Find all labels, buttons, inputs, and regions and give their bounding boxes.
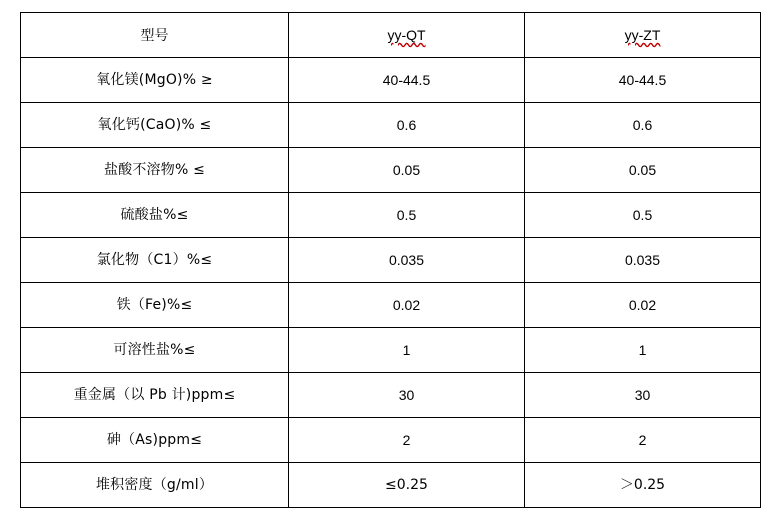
row-value-zt: 0.035	[525, 238, 761, 283]
row-value-qt: 0.5	[289, 193, 525, 238]
row-value-qt: 30	[289, 373, 525, 418]
table-row	[21, 328, 761, 373]
document-page	[0, 12, 780, 505]
row-label: 重金属（以 Pb 计)ppm≤	[21, 373, 289, 418]
table-row	[21, 103, 761, 148]
row-label: 砷（As)ppm≤	[21, 418, 289, 463]
table-row	[21, 193, 761, 238]
row-label: 盐酸不溶物% ≤	[21, 148, 289, 193]
row-value-zt: 2	[525, 418, 761, 463]
row-value-qt: 0.02	[289, 283, 525, 328]
row-value-zt: 30	[525, 373, 761, 418]
table-row	[21, 148, 761, 193]
table-row	[21, 238, 761, 283]
column-header-qt-label: yy-QT	[387, 26, 426, 43]
row-label: 铁（Fe)%≤	[21, 283, 289, 328]
row-value-zt: 40-44.5	[525, 58, 761, 103]
table-row	[21, 283, 761, 328]
row-value-zt: 0.02	[525, 283, 761, 328]
row-label: 氧化钙(CaO)% ≤	[21, 103, 289, 148]
row-label: 氧化镁(MgO)% ≥	[21, 58, 289, 103]
table-row	[21, 373, 761, 418]
row-value-qt: 2	[289, 418, 525, 463]
column-header-qt	[289, 13, 525, 58]
column-header-zt-label: yy-ZT	[624, 26, 661, 43]
table-row	[21, 418, 761, 463]
table-row	[21, 58, 761, 103]
row-value-qt: 0.035	[289, 238, 525, 283]
column-header-zt	[525, 13, 761, 58]
row-value-zt: 0.5	[525, 193, 761, 238]
row-label: 堆积密度（g/ml）	[21, 463, 289, 508]
row-value-qt: ≤0.25	[289, 463, 525, 508]
specification-table	[20, 12, 761, 508]
table-row	[21, 463, 761, 508]
row-value-qt: 0.6	[289, 103, 525, 148]
table-header-row	[21, 13, 761, 58]
row-value-zt: 1	[525, 328, 761, 373]
row-value-zt: 0.6	[525, 103, 761, 148]
row-label: 氯化物（C1）%≤	[21, 238, 289, 283]
row-label: 可溶性盐%≤	[21, 328, 289, 373]
column-header-model: 型号	[21, 13, 289, 58]
row-value-qt: 1	[289, 328, 525, 373]
row-value-zt: ＞0.25	[525, 463, 761, 508]
row-value-zt: 0.05	[525, 148, 761, 193]
row-label: 硫酸盐%≤	[21, 193, 289, 238]
row-value-qt: 40-44.5	[289, 58, 525, 103]
row-value-qt: 0.05	[289, 148, 525, 193]
